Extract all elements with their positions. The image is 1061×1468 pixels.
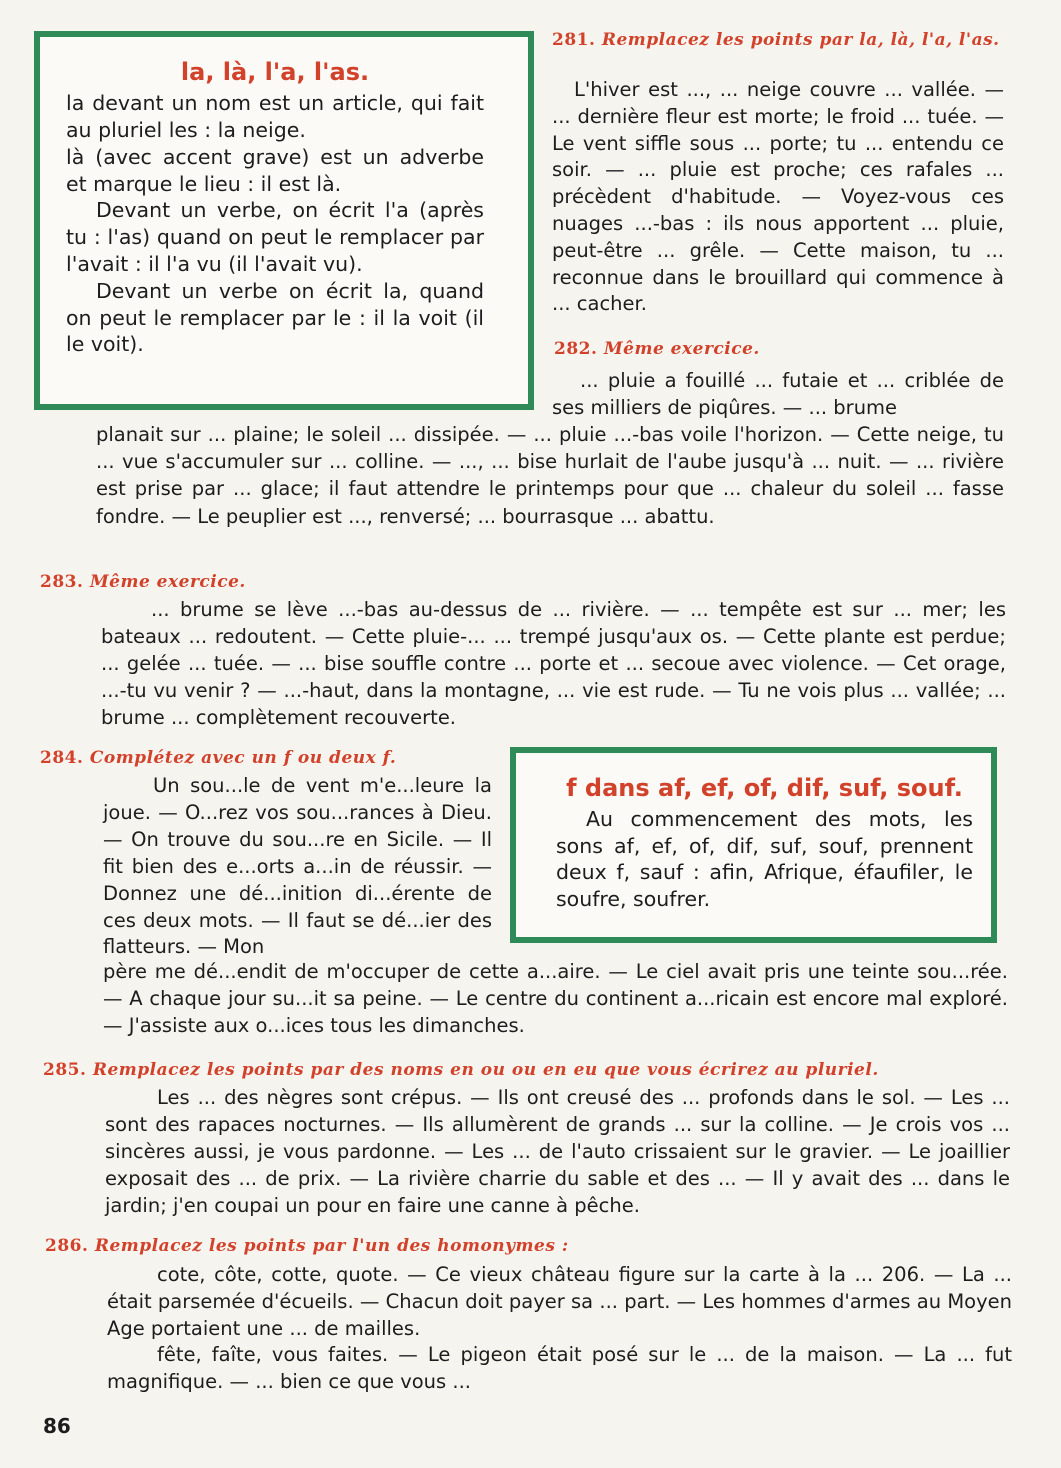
rule-title-f: f dans af, ef, of, dif, suf, souf.	[566, 774, 963, 802]
rule-paragraph: là (avec accent grave) est un adverbe et marque le lieu : il est là.	[66, 144, 484, 196]
exercise-text-286-b: fête, faîte, vous faites. — Le pigeon était posé sur le ... de la maison. — La ... fut magnifique. — ... bien ce que vous ...	[107, 1343, 1012, 1393]
exercise-instruction: Remplacez les points par des noms en ou ou en eu que vous écrirez au pluriel.	[92, 1060, 879, 1080]
page-number: 86	[43, 1414, 71, 1438]
exercise-text-286-a: cote, côte, cotte, quote. — Ce vieux château figure sur la carte à la ... 206. — La ... était parsemée d'écueils. — Chacun doit payer sa ... part. — Les hommes d'armes au Moyen Age portaient une ... de mailles.	[107, 1263, 1012, 1340]
exercise-instruction: Même exercice.	[603, 339, 760, 359]
rule-paragraph: Au commencement des mots, les sons af, ef, of, dif, suf, souf, prennent deux f, sauf : afin, Afrique, éfaufiler, le soufre, soufrer.	[556, 807, 973, 911]
exercise-number: 284.	[40, 748, 84, 768]
exercise-title-286	[45, 1237, 1005, 1256]
rule-paragraph: la devant un nom est un article, qui fait au pluriel les : la neige.	[66, 91, 484, 142]
exercise-instruction: Même exercice.	[89, 572, 246, 592]
rule-title-la: la, là, l'a, l'as.	[180, 58, 370, 86]
exercise-text-282-top: ... pluie a fouillé ... futaie et ... criblée de ses milliers de piqûres. — ... brume	[552, 369, 1004, 419]
exercise-title-282	[554, 340, 1004, 359]
exercise-text-284-left: Un sou...le de vent m'e...leure la joue. — O...rez vos sou...rances à Dieu. — On trouve du sou...re en Sicile. — Il fit bien des e...orts a...in de réussir. — Donnez une dé...inition di...érente de ces deux mots. — Il faut se dé...ier des flatteurs. — Mon	[103, 774, 492, 959]
rule-box-la	[34, 31, 534, 410]
exercise-number: 283.	[40, 572, 84, 592]
exercise-instruction: Complétez avec un f ou deux f.	[89, 748, 397, 768]
exercise-instruction: Remplacez les points par l'un des homonymes :	[94, 1236, 569, 1256]
exercise-number: 285.	[43, 1060, 87, 1080]
exercise-text-282-bottom: planait sur ... plaine; le soleil ... dissipée. — ... pluie ...-bas voile l'horizon. — Cette neige, tu ... vue s'accumuler sur ... colline. — ..., ... bise hurlait de l'aube jusqu'à ... nuit. — ... rivière est prise par ... glace; il faut attendre le printemps pour que ... chaleur du soleil ... fasse fondre. — Le peuplier est ..., renversé; ... bourrasque ... abattu.	[96, 423, 1004, 528]
exercise-instruction: Remplacez les points par la, là, l'a, l'as.	[601, 30, 1000, 50]
exercise-text-283: ... brume se lève ...-bas au-dessus de ... rivière. — ... tempête est sur ... mer; les bateaux ... redoutent. — Cette pluie-... ... trempé jusqu'aux os. — Cette plante est perdue; ... gelée ... tuée. — ... bise souffle contre ... porte et ... secoue avec violence. — Cet orage, ...-tu vu venir ? — ...-haut, dans la montagne, ... vie est rude. — Tu ne vois plus ... vallée; ... brume ... complètement recouverte.	[101, 598, 1006, 729]
exercise-number: 281.	[552, 30, 596, 50]
rule-paragraph: Devant un verbe, on écrit l'a (après tu : l'as) quand on peut le remplacer par l'avait : il l'a vu (il l'avait vu).	[66, 198, 484, 276]
exercise-title-285	[43, 1061, 1003, 1080]
exercise-title-283	[40, 573, 1000, 592]
exercise-title-284	[40, 749, 500, 768]
exercise-number: 286.	[45, 1236, 89, 1256]
exercise-text-285: Les ... des nègres sont crépus. — Ils ont creusé des ... profonds dans le sol. — Les ... sont des rapaces nocturnes. — Ils allumèrent de grands ... sur la colline. — Je crois vos ... sincères aussi, je vous pardonne. — Les ... de l'auto crissaient sur le gravier. — Le joaillier exposait des ... de prix. — La rivière charrie du sable et des ... — Il y avait des ... dans le jardin; j'en coupai un pour en faire une canne à pêche.	[105, 1086, 1010, 1217]
rule-paragraph: Devant un verbe on écrit la, quand on peut le remplacer par le : il la voit (il le voit).	[66, 278, 484, 357]
exercise-text-281: L'hiver est ..., ... neige couvre ... vallée. — ... dernière fleur est morte; le froid ... tuée. — Le vent siffle sous ... porte; tu ... entendu ce soir. — ... pluie est proche; ces rafales ... précèdent d'habitude. — Voyez-vous ces nuages ...-bas : ils nous apportent ... pluie, peut-être ... grêle. — Cette maison, tu ... reconnue dans le brouillard qui commence à ... cacher.	[552, 78, 1004, 316]
exercise-number: 282.	[554, 339, 598, 359]
rule-box-f	[510, 747, 997, 943]
exercise-text-284-bottom: père me dé...endit de m'occuper de cette a...aire. — Le ciel avait pris une teinte sou...rée. — A chaque jour su...it sa peine. — Le centre du continent a...ricain est encore mal exploré. — J'assiste aux o...ices tous les dimanches.	[103, 960, 1008, 1037]
exercise-title-281	[552, 31, 1004, 50]
